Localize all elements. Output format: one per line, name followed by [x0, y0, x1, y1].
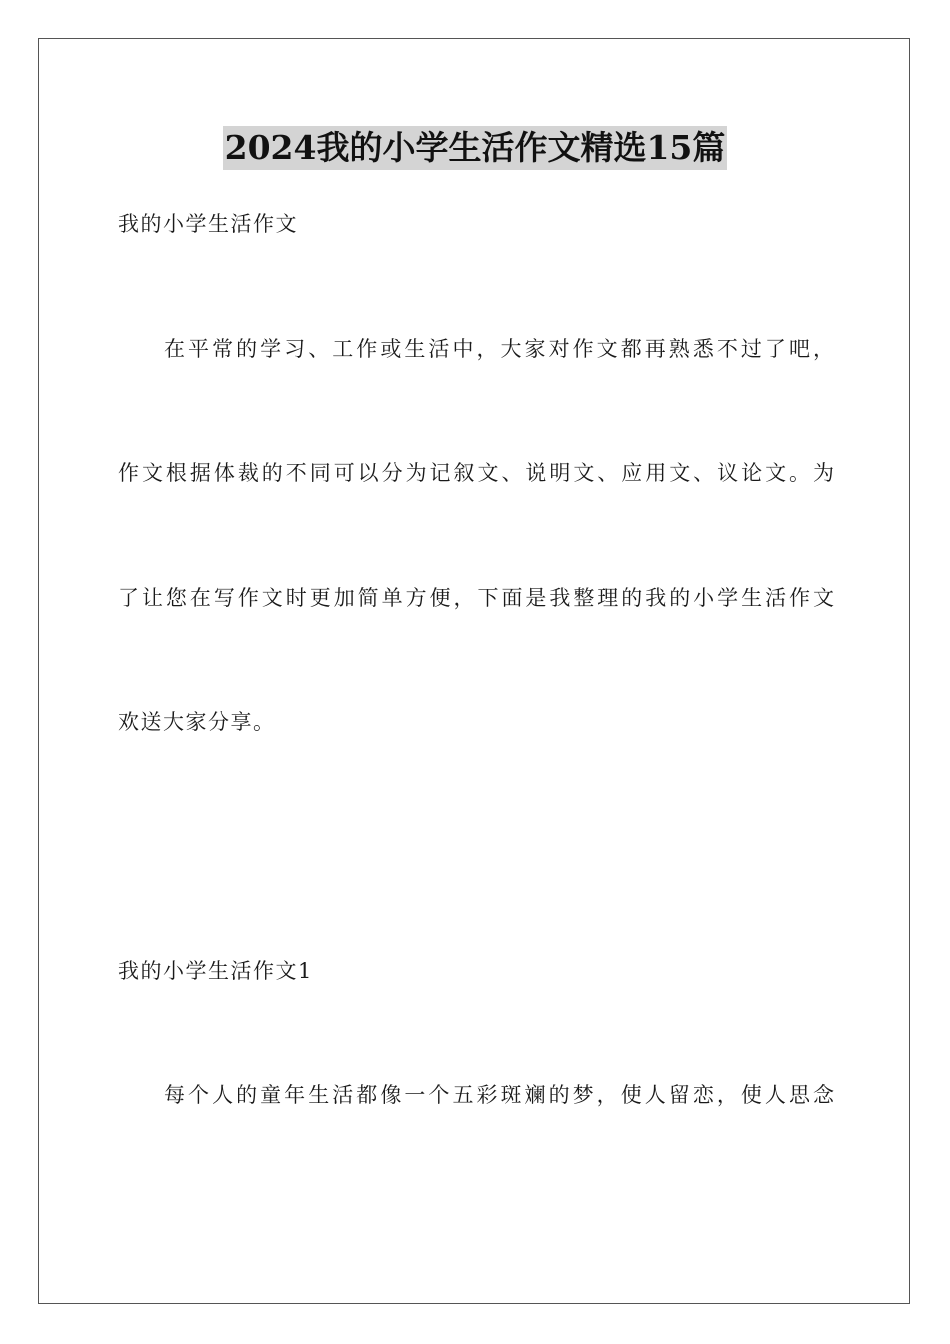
paragraph-line: 作文根据体裁的不同可以分为记叙文、说明文、应用文、议论文。为	[118, 461, 834, 485]
document-title: 2024我的小学生活作文精选15篇	[223, 126, 728, 170]
title-container	[0, 126, 950, 170]
section-heading-intro: 我的小学生活作文	[118, 212, 298, 236]
paragraph-line: 在平常的学习、工作或生活中，大家对作文都再熟悉不过了吧，	[164, 337, 834, 361]
paragraph-line: 了让您在写作文时更加简单方便，下面是我整理的我的小学生活作文	[118, 586, 834, 610]
paragraph-line: 欢送大家分享。	[118, 710, 276, 734]
paragraph-line: 每个人的童年生活都像一个五彩斑斓的梦，使人留恋，使人思念	[164, 1083, 834, 1107]
section-heading-1: 我的小学生活作文1	[118, 959, 313, 983]
